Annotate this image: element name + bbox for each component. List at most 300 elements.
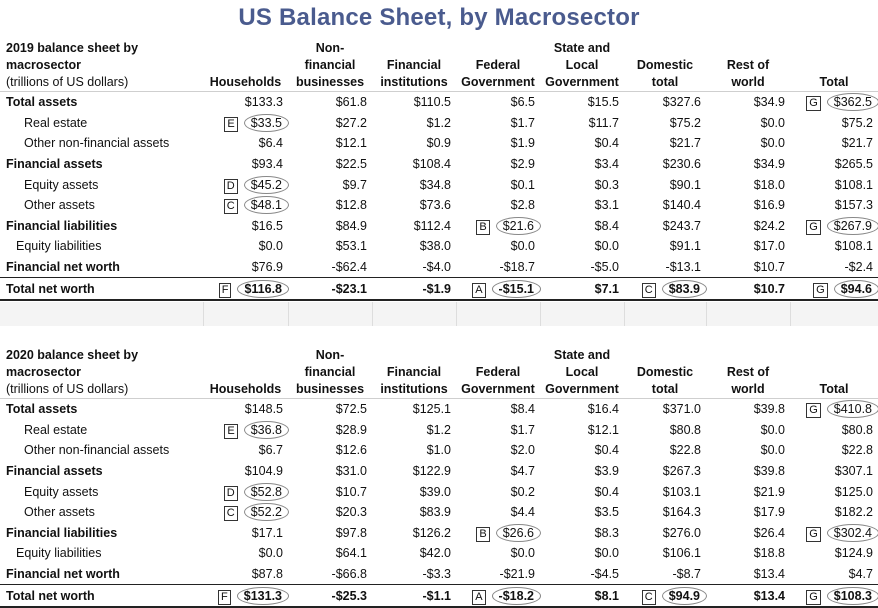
table-cell: [203, 420, 288, 441]
table-cell: [456, 543, 540, 564]
table-row: [0, 523, 878, 544]
cell-value: $12.1: [335, 136, 367, 151]
table-cell: [203, 236, 288, 257]
annotation-tag: G: [806, 403, 821, 418]
balance-table: [0, 347, 878, 608]
table-cell: [203, 278, 288, 300]
table-cell: [790, 278, 878, 300]
circled-value: $21.6: [496, 217, 541, 235]
cell-value: $6.7: [258, 443, 283, 458]
table-cell: [456, 440, 540, 461]
table-cell: [456, 278, 540, 300]
column-header: Federal Government: [461, 58, 535, 89]
circled-value: $94.6: [834, 280, 878, 298]
column-header: Rest of world: [726, 58, 770, 89]
table-cell: [540, 585, 624, 607]
circled-value: $94.9: [662, 587, 707, 605]
table-cell: [203, 113, 288, 134]
balance-sheet-2020: [0, 347, 878, 608]
cell-value: $13.4: [753, 567, 785, 582]
table-row: [0, 440, 878, 461]
table-cell: [456, 481, 540, 502]
table-cell: [456, 502, 540, 523]
row-label: Financial net worth: [6, 260, 120, 275]
table-cell: [203, 440, 288, 461]
balance-table: [0, 40, 878, 301]
cell-value: $34.8: [419, 177, 451, 192]
cell-value: $1.7: [510, 422, 535, 437]
cell-value: -$18.7: [499, 260, 535, 275]
row-label: Equity liabilities: [16, 546, 102, 561]
table-cell: [456, 236, 540, 257]
cell-value: $61.8: [335, 95, 367, 110]
table-cell: [706, 257, 790, 278]
table-cell: [203, 523, 288, 544]
table-cell: [288, 585, 372, 607]
cell-value: $12.1: [587, 422, 619, 437]
table-cell: [288, 113, 372, 134]
cell-value: $16.5: [251, 218, 283, 233]
balance-sheet-2019: [0, 40, 878, 301]
table-row: [0, 564, 878, 585]
table-cell: [203, 399, 288, 420]
circled-value: $52.8: [244, 483, 289, 501]
table-row: [0, 420, 878, 441]
cell-value: $2.8: [510, 198, 535, 213]
cell-value: $0.0: [258, 546, 283, 561]
table-cell: [706, 440, 790, 461]
sheet-heading-line: 2020 balance sheet by: [6, 348, 139, 362]
circled-value: $26.6: [496, 524, 541, 542]
annotation-tag: D: [224, 179, 238, 194]
cell-value: $110.5: [413, 95, 451, 110]
table-cell: [372, 195, 456, 216]
table-cell: [203, 257, 288, 278]
table-row: [0, 278, 878, 300]
table-cell: [706, 216, 790, 237]
table-cell: [624, 257, 706, 278]
cell-value: -$2.4: [844, 260, 873, 275]
table-cell: [372, 523, 456, 544]
table-cell: [706, 543, 790, 564]
annotation-tag: B: [476, 527, 489, 542]
table-cell: [288, 133, 372, 154]
table-row: [0, 543, 878, 564]
table-cell: [624, 502, 706, 523]
sheet-heading-line: 2019 balance sheet by: [6, 41, 139, 55]
section-spacer: [0, 302, 878, 326]
table-cell: [624, 440, 706, 461]
table-row: [0, 92, 878, 113]
row-label: Real estate: [24, 115, 88, 130]
cell-value: -$1.9: [422, 281, 451, 296]
cell-value: $24.2: [753, 218, 785, 233]
table-row: [0, 481, 878, 502]
header-row: [0, 347, 878, 399]
table-row: [0, 133, 878, 154]
table-cell: [288, 564, 372, 585]
cell-value: $106.1: [662, 546, 701, 561]
table-cell: [288, 278, 372, 300]
cell-value: $0.3: [594, 177, 619, 192]
table-cell: [624, 420, 706, 441]
cell-value: $73.6: [419, 198, 451, 213]
table-cell: [790, 502, 878, 523]
cell-value: $7.1: [594, 281, 619, 296]
sheet-heading-line: macrosector: [6, 365, 82, 379]
cell-value: $122.9: [412, 464, 451, 479]
table-cell: [288, 154, 372, 175]
cell-value: $3.5: [594, 505, 619, 520]
cell-value: $31.0: [335, 464, 367, 479]
cell-value: -$13.1: [665, 260, 701, 275]
annotation-tag: A: [472, 590, 485, 605]
table-cell: [706, 154, 790, 175]
table-cell: [203, 564, 288, 585]
row-label: Equity assets: [24, 177, 99, 192]
circled-value: -$15.1: [492, 280, 541, 298]
cell-value: $72.5: [335, 402, 367, 417]
cell-value: $371.0: [662, 402, 701, 417]
cell-value: $108.4: [412, 157, 451, 172]
table-cell: [540, 113, 624, 134]
cell-value: $4.7: [848, 567, 873, 582]
row-label: Financial assets: [6, 464, 103, 479]
cell-value: $3.9: [594, 464, 619, 479]
table-cell: [540, 195, 624, 216]
table-cell: [372, 133, 456, 154]
row-label: Total assets: [6, 95, 78, 110]
cell-value: $126.2: [412, 525, 451, 540]
annotation-tag: G: [806, 590, 821, 605]
table-cell: [790, 195, 878, 216]
table-cell: [790, 216, 878, 237]
table-cell: [456, 133, 540, 154]
table-row: [0, 502, 878, 523]
table-cell: [288, 195, 372, 216]
column-header: Domestic total: [636, 58, 694, 89]
cell-value: $230.6: [662, 157, 701, 172]
table-cell: [456, 154, 540, 175]
column-header: Financial institutions: [380, 365, 448, 396]
cell-value: $0.4: [594, 443, 619, 458]
row-label: Financial net worth: [6, 567, 120, 582]
cell-value: $2.0: [510, 443, 535, 458]
column-header: Total: [819, 382, 849, 396]
cell-value: -$25.3: [331, 588, 367, 603]
cell-value: $22.8: [841, 443, 873, 458]
table-cell: [624, 92, 706, 113]
table-cell: [706, 585, 790, 607]
table-cell: [790, 481, 878, 502]
table-cell: [372, 543, 456, 564]
table-cell: [540, 92, 624, 113]
cell-value: $164.3: [662, 505, 701, 520]
cell-value: $1.7: [510, 115, 535, 130]
cell-value: $276.0: [662, 525, 701, 540]
table-cell: [203, 543, 288, 564]
table-cell: [372, 564, 456, 585]
column-header: Rest of world: [726, 365, 770, 396]
cell-value: -$66.8: [331, 567, 367, 582]
table-cell: [790, 92, 878, 113]
cell-value: $34.9: [753, 157, 785, 172]
cell-value: $26.4: [753, 525, 785, 540]
cell-value: $8.1: [594, 588, 619, 603]
row-label: Financial assets: [6, 157, 103, 172]
cell-value: -$5.0: [590, 260, 619, 275]
cell-value: -$4.0: [422, 260, 451, 275]
sheet-heading-line: (trillions of US dollars): [6, 382, 129, 396]
column-header: Total: [819, 75, 849, 89]
cell-value: $4.4: [510, 505, 535, 520]
cell-value: -$3.3: [422, 567, 451, 582]
table-cell: [540, 257, 624, 278]
cell-value: $28.9: [335, 422, 367, 437]
table-cell: [706, 420, 790, 441]
cell-value: $13.4: [753, 588, 785, 603]
table-cell: [540, 216, 624, 237]
table-cell: [203, 481, 288, 502]
table-cell: [288, 440, 372, 461]
circled-value: $36.8: [244, 421, 289, 439]
table-cell: [372, 440, 456, 461]
cell-value: $87.8: [251, 567, 283, 582]
table-cell: [540, 461, 624, 482]
cell-value: $182.2: [834, 505, 873, 520]
cell-value: $75.2: [841, 115, 873, 130]
table-cell: [540, 523, 624, 544]
column-header: State and Local Government: [545, 41, 619, 89]
cell-value: $39.8: [753, 402, 785, 417]
cell-value: $27.2: [335, 115, 367, 130]
circled-value: $52.2: [244, 503, 289, 521]
table-cell: [372, 420, 456, 441]
cell-value: $125.0: [834, 484, 873, 499]
sheet-heading: [0, 40, 203, 92]
table-cell: [456, 216, 540, 237]
cell-value: $9.7: [342, 177, 367, 192]
cell-value: $265.5: [834, 157, 873, 172]
table-cell: [790, 461, 878, 482]
table-cell: [288, 461, 372, 482]
cell-value: $148.5: [244, 402, 283, 417]
cell-value: $0.2: [510, 484, 535, 499]
cell-value: $53.1: [335, 239, 367, 254]
cell-value: $133.3: [244, 95, 283, 110]
circled-value: $108.3: [827, 587, 878, 605]
cell-value: $1.2: [426, 115, 451, 130]
cell-value: $0.0: [760, 443, 785, 458]
table-cell: [706, 399, 790, 420]
annotation-tag: C: [642, 590, 656, 605]
table-cell: [624, 543, 706, 564]
circled-value: $362.5: [827, 93, 878, 111]
cell-value: $10.7: [753, 281, 785, 296]
cell-value: $21.9: [753, 484, 785, 499]
annotation-tag: C: [224, 506, 238, 521]
column-header: Households: [209, 75, 282, 89]
table-cell: [456, 564, 540, 585]
annotation-tag: G: [806, 96, 821, 111]
cell-value: $108.1: [834, 177, 873, 192]
table-cell: [624, 174, 706, 195]
sheet-heading-line: (trillions of US dollars): [6, 75, 129, 89]
table-cell: [203, 216, 288, 237]
table-cell: [203, 154, 288, 175]
table-cell: [706, 523, 790, 544]
cell-value: $307.1: [834, 464, 873, 479]
table-cell: [624, 399, 706, 420]
cell-value: $124.9: [834, 546, 873, 561]
cell-value: $10.7: [335, 484, 367, 499]
cell-value: $1.9: [510, 136, 535, 151]
circled-value: $48.1: [244, 196, 289, 214]
cell-value: $103.1: [662, 484, 701, 499]
cell-value: $140.4: [662, 198, 701, 213]
cell-value: $21.7: [669, 136, 701, 151]
cell-value: $16.9: [753, 198, 785, 213]
circled-value: -$18.2: [492, 587, 541, 605]
table-cell: [790, 564, 878, 585]
cell-value: $3.4: [594, 157, 619, 172]
annotation-tag: E: [224, 117, 237, 132]
table-cell: [456, 399, 540, 420]
column-header: State and Local Government: [545, 348, 619, 396]
table-cell: [624, 461, 706, 482]
row-label: Equity liabilities: [16, 239, 102, 254]
table-cell: [624, 481, 706, 502]
table-cell: [706, 502, 790, 523]
table-cell: [203, 133, 288, 154]
table-cell: [540, 174, 624, 195]
cell-value: $17.1: [251, 525, 283, 540]
table-cell: [706, 481, 790, 502]
table-cell: [624, 585, 706, 607]
table-cell: [456, 523, 540, 544]
circled-value: $45.2: [244, 176, 289, 194]
cell-value: $0.1: [510, 177, 535, 192]
cell-value: $0.0: [760, 422, 785, 437]
table-cell: [790, 257, 878, 278]
cell-value: $267.3: [662, 464, 701, 479]
table-cell: [706, 174, 790, 195]
header-row: [0, 40, 878, 92]
table-cell: [372, 174, 456, 195]
table-cell: [456, 461, 540, 482]
annotation-tag: G: [806, 220, 821, 235]
table-cell: [203, 585, 288, 607]
cell-value: $80.8: [841, 422, 873, 437]
row-label: Total net worth: [0, 585, 203, 607]
cell-value: $18.8: [753, 546, 785, 561]
cell-value: $83.9: [419, 505, 451, 520]
cell-value: $10.7: [753, 260, 785, 275]
column-header: Federal Government: [461, 365, 535, 396]
table-cell: [288, 523, 372, 544]
cell-value: $0.0: [760, 136, 785, 151]
cell-value: $15.5: [587, 95, 619, 110]
cell-value: $38.0: [419, 239, 451, 254]
table-cell: [540, 502, 624, 523]
table-cell: [790, 113, 878, 134]
cell-value: $42.0: [419, 546, 451, 561]
annotation-tag: B: [476, 220, 489, 235]
table-cell: [540, 399, 624, 420]
table-cell: [624, 216, 706, 237]
row-label: Real estate: [24, 422, 88, 437]
table-cell: [790, 174, 878, 195]
table-cell: [790, 440, 878, 461]
table-cell: [540, 440, 624, 461]
cell-value: -$8.7: [672, 567, 701, 582]
circled-value: $83.9: [662, 280, 707, 298]
annotation-tag: A: [472, 283, 485, 298]
annotation-tag: C: [224, 199, 238, 214]
sheet-heading-line: macrosector: [6, 58, 82, 72]
column-header: Households: [209, 382, 282, 396]
table-cell: [706, 92, 790, 113]
cell-value: $6.4: [258, 136, 283, 151]
circled-value: $302.4: [827, 524, 878, 542]
table-row: [0, 585, 878, 607]
cell-value: $0.9: [426, 136, 451, 151]
table-cell: [624, 133, 706, 154]
cell-value: $8.3: [594, 525, 619, 540]
table-cell: [372, 236, 456, 257]
column-header: Domestic total: [636, 365, 694, 396]
cell-value: $39.8: [753, 464, 785, 479]
row-label: Other assets: [24, 198, 95, 213]
annotation-tag: C: [642, 283, 656, 298]
cell-value: $3.1: [594, 198, 619, 213]
cell-value: $8.4: [510, 402, 535, 417]
row-label: Other non-financial assets: [24, 136, 170, 151]
cell-value: $22.5: [335, 157, 367, 172]
table-cell: [288, 92, 372, 113]
table-cell: [540, 154, 624, 175]
cell-value: $112.4: [413, 218, 451, 233]
table-cell: [706, 236, 790, 257]
table-cell: [540, 543, 624, 564]
table-cell: [790, 236, 878, 257]
table-cell: [288, 216, 372, 237]
cell-value: $0.0: [594, 546, 619, 561]
table-cell: [456, 113, 540, 134]
table-cell: [288, 174, 372, 195]
cell-value: -$23.1: [331, 281, 367, 296]
cell-value: -$1.1: [422, 588, 451, 603]
table-cell: [203, 461, 288, 482]
cell-value: $0.4: [594, 136, 619, 151]
table-cell: [372, 399, 456, 420]
table-cell: [706, 278, 790, 300]
table-cell: [372, 92, 456, 113]
cell-value: $6.5: [510, 95, 535, 110]
table-row: [0, 399, 878, 420]
table-cell: [288, 257, 372, 278]
column-header: Non- financial businesses: [295, 41, 365, 89]
table-cell: [203, 195, 288, 216]
cell-value: $34.9: [753, 95, 785, 110]
table-row: [0, 257, 878, 278]
row-label: Financial liabilities: [6, 525, 118, 540]
cell-value: $12.6: [335, 443, 367, 458]
cell-value: $157.3: [834, 198, 873, 213]
table-row: [0, 236, 878, 257]
cell-value: $75.2: [669, 115, 701, 130]
table-cell: [456, 585, 540, 607]
